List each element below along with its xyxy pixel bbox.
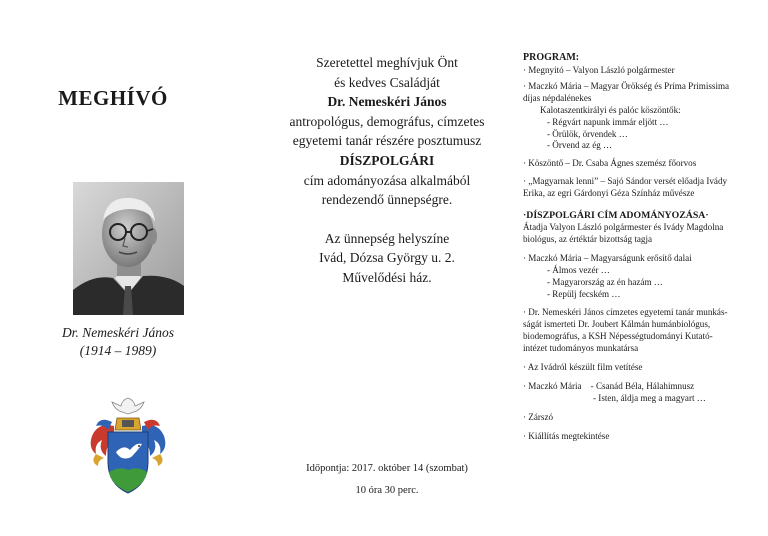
honor-title: DÍSZPOLGÁRI (339, 152, 435, 168)
program-item: · „Magyarnak lenni” – Sajó Sándor versét előadja Ivády Erika, az egri Gárdonyi Géza Színház művésze (523, 176, 728, 199)
venue-label: Az ünnepség helyszíne (324, 230, 450, 246)
event-date: Időpontja: 2017. október 14 (szombat) (306, 463, 468, 474)
program-item-ceremony: ·DÍSZPOLGÁRI CÍM ADOMÁNYOZÁSA· Átadja Valyon László polgármester és Ivády Magdolna biológus, az értéktár bizottság tagja (523, 210, 724, 244)
program-list (523, 52, 765, 443)
portrait-image (73, 182, 184, 315)
honoree-name: Dr. Nemeskéri János (327, 94, 447, 110)
invite-line: és kedves Családját (334, 74, 440, 90)
invitation-text (262, 53, 512, 288)
invite-line: antropológus, demográfus, címzetes (289, 113, 485, 129)
coat-of-arms (84, 396, 172, 496)
program-item: · Dr. Nemeskéri János címzetes egyetemi tanár munkás- ságát ismerteti Dr. Joubert Kálmán humánbiológus, biodemográfus, a KSH Népességtudományi Kutató- intézet tudományos munkatársa (523, 307, 728, 354)
crest-icon (84, 396, 172, 496)
program-item: · Zárszó (523, 411, 554, 422)
program-item: · Maczkó Mária – Magyar Örökség és Príma Primissima díjas népdalénekes Kalotaszentkirályi és palóc köszöntők: - Régvárt napunk immár eljött … - Örülök, örvendek … - Örvend az ég … (523, 80, 730, 151)
program-item: · Kiállítás megtekintése (523, 430, 610, 441)
invite-line: egyetemi tanár részére posztumusz (292, 133, 482, 149)
portrait-photo (73, 182, 184, 315)
program-item: · Az Ivádról készült film vetítése (523, 362, 643, 373)
program-item: · Megnyitó – Valyon László polgármester (523, 65, 675, 75)
venue-building: Művelődési ház. (342, 269, 432, 285)
program-heading: PROGRAM: (523, 52, 580, 63)
program-item: · Maczkó Mária - Csanád Béla, Hálahimnusz - Isten, áldja meg a magyart … (523, 380, 706, 403)
caption-name: Dr. Nemeskéri János (61, 325, 175, 340)
caption-years: (1914 – 1989) (79, 343, 157, 358)
invite-line: cím adományozása alkalmából (303, 172, 471, 188)
portrait-caption (20, 324, 216, 360)
invitation-title: MEGHÍVÓ (58, 86, 168, 110)
invite-line: Szeretettel meghívjuk Önt (316, 55, 458, 70)
event-time: 10 óra 30 perc. (355, 485, 419, 496)
program-item: · Köszöntő – Dr. Csaba Ágnes szemész főorvos (523, 158, 697, 169)
invite-line: rendezendő ünnepségre. (321, 192, 453, 208)
event-timing (262, 458, 512, 502)
venue-address: Ivád, Dózsa György u. 2. (319, 250, 455, 266)
program-item: · Maczkó Mária – Magyarságunk erősítő dalai - Álmos vezér … - Magyarország az én hazám … - Repülj fecském … (523, 252, 692, 299)
